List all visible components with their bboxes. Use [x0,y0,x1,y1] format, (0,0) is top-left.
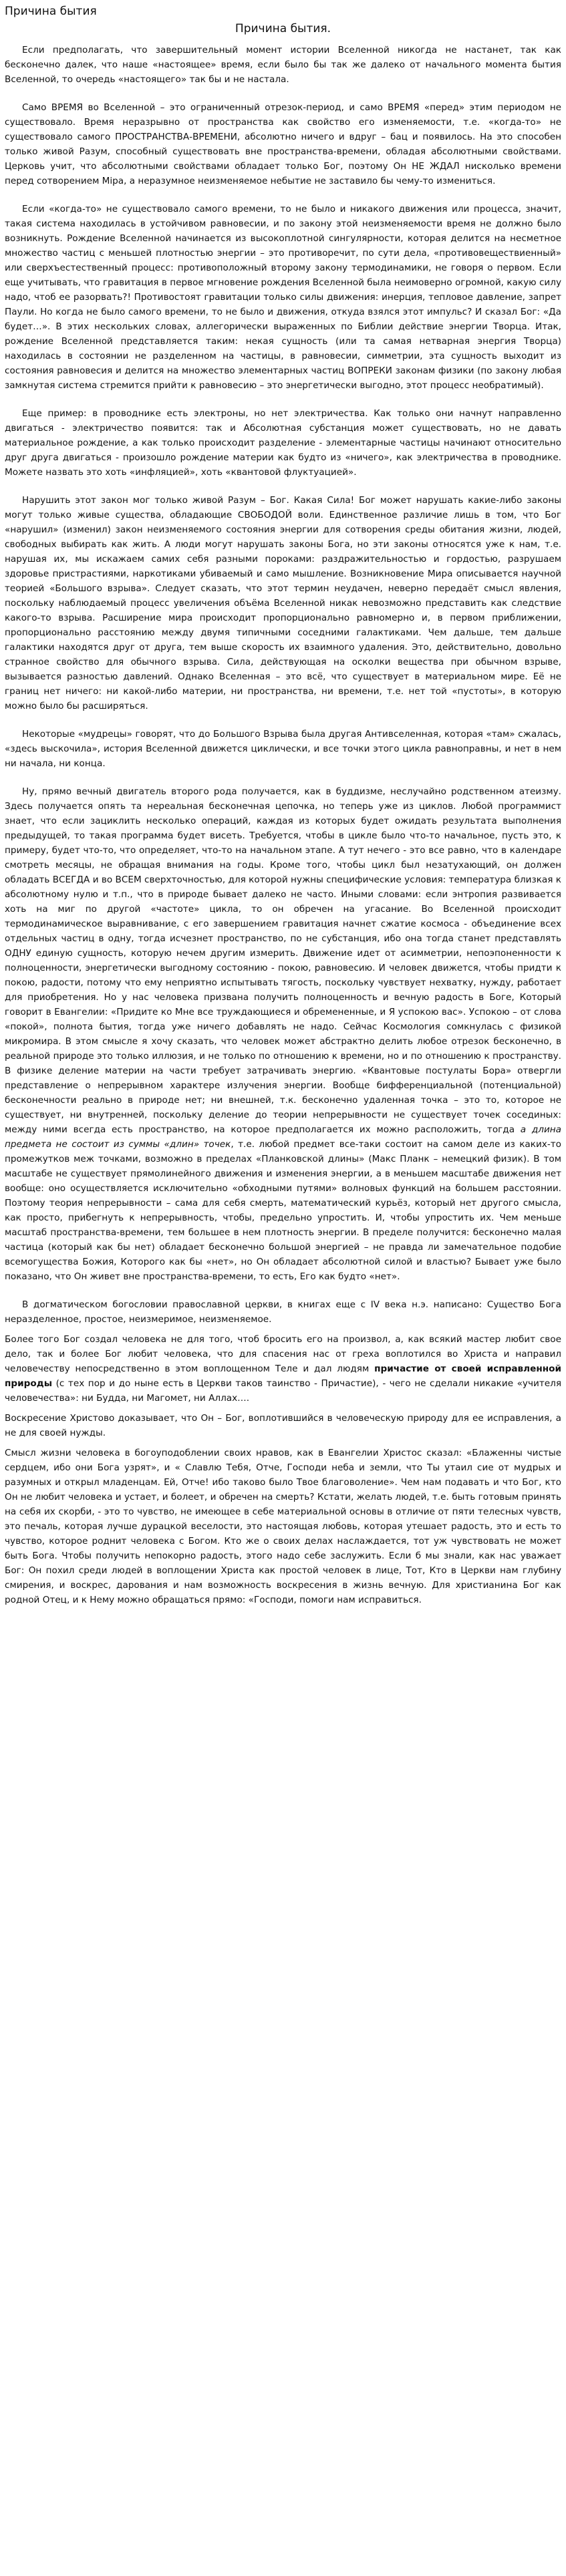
paragraph-10: Воскресение Христово доказывает, что Он – Бог, воплотившийся в человеческую природу для ее исправления, а не для своей нужды. [5,1413,561,1438]
paragraph-4: Еще пример: в проводнике есть электроны, но нет электричества. Как только они начнут направленно двигаться - электричество появится: так и Абсолютная субстанция может существовать, но не давать материальное рождение, а как только происходит разделение - элементарные частицы начинают относительно друг друга двигаться - произошло рождение материи как будто из «ничего», как электричества в проводнике. Можете назвать это хоть «инфляцией», хоть «квантовой флуктуацией». [5,408,561,478]
paragraph-7 [5,784,561,1284]
paragraph-7-part-2: , т.е. любой предмет все-таки состоит на самом деле из каких-то промежутков меж точками, возможно в пределах «Планковской длины» (Макс Планк – немецкий физик). В том масштабе не существует прямолинейного движения и изменения энергии, а в меньшем масштабе движения нет вообще: оно осуществляется исключительно «обходными путями» волновых функций на большем расстоянии. Поэтому теория непрерывности – сама для себя смерть, математический курьёз, который нет другого смысла, как просто, прибегнуть к непрерывность, чтобы, предельно упростить. И, чтобы упростить их. Чем меньше масштаб пространства-времени, тем большее в нем плотность энергии. В пределе получится: бесконечно малая частица (который как бы нет) обладает бесконечно большой энергией – не правда ли замечательное подобие всемогущества Божия, Которого как бы «нет», но Он обладает абсолютной силой и властью? Бывает уже было показано, что Он живет вне пространства-времени, то есть, Его как будто «нет». [5,1139,561,1282]
paragraph-5: Нарушить этот закон мог только живой Разум – Бог. Какая Сила! Бог может нарушать какие-либо законы могут только живые существа, обладающие СВОБОДОЙ воли. Единственное различие лишь в том, что Бог «нарушил» (изменил) закон неизменяемого состояния энергии для сотворения среды обитания жизни, людей, свободных выбирать как жить. А люди могут нарушать законы Бога, но эти законы относятся уже к нам, т.е. нарушая их, мы искажаем самих себя разными пороками: раздражительностью и гордостью, разрушаем здоровье пристрастиями, наркотиками убиваемый и само мышление. Возникновение Мира описывается научной теорией «Большого взрыва». Следует сказать, что этот термин неудачен, неверно передаёт смысл явления, поскольку наблюдаемый процесс увеличения объёма Вселенной никак невозможно представить как следствие какого-то взрыва. Расширение мира происходит пропорционально равномерно и, в первом приближении, пропорционально расстоянию между двумя типичными соседними галактиками. Чем дальше, тем дальше галактики находятся друг от друга, тем выше скорость их взаимного удаления. Это, действительно, довольно странное свойство для обычного взрыва. Сила, действующая на осколки вещества при обычном взрыве, вызывается разностью давлений. Однако Вселенная – это всё, что существует в материальном мире. Её не границ нет ничего: ни какой-либо материи, ни пространства, ни времени, т.е. нет той «пустоты», в которую можно было бы расширяться. [5,495,561,711]
paragraph-1: Если предполагать, что завершительный момент истории Вселенной никогда не настанет, так как бесконечно далек, что наше «настоящее» время, если было бы так же далеко от начального момента бытия Вселенной, то очередь «настоящего» так бы и не настала. [5,45,561,85]
paragraph-2: Само ВРЕМЯ во Вселенной – это ограниченный отрезок-период, и само ВРЕМЯ «перед» этим периодом не существовало. Время неразрывно от пространства как свойство его изменяемости, т.е. «когда-то» не существовало самого ПРОСТРАНСТВА-ВРЕМЕНИ, абсолютно ничего и вдруг – бац и появилось. На это способен только живой Разум, способный существовать вне пространства-времени, обладая абсолютными свойствами. Церковь учит, что абсолютными свойствами обладает только Бог, поэтому Он НЕ ЖДАЛ нисколько времени перед сотворением Міра, а неразумное неизменяемое небытие не заставило бы чему-то измениться. [5,102,561,186]
article-title: Причина бытия. [235,22,331,35]
document-header: Причина бытия [5,5,97,18]
paragraph-7-part-1: Ну, прямо вечный двигатель второго рода получается, как в буддизме, неслучайно родственном атеизму. Здесь получается опять та нереальная бесконечная цепочка, но теперь уже из циклов. Любой программист знает, что если зациклить несколько операций, каждая из которых будет ожидать результата выполнения предыдущей, то такая программа будет висеть. Требуется, чтобы в цикле было что-то начальное, пусть это, к примеру, будет что-то, что определяет, что-то на начальном этапе. А тут нечего - это все равно, что в календаре смотреть месяцы, не обращая внимания на годы. Кроме того, чтобы цикл был незатухающий, он должен обладать ВСЕГДА и во ВСЕМ сверхточностью, для которой нужны специфические условия: температура близкая к абсолютному нулю и т.п., что в природе бывает далеко не часто. Иными словами: если энтропия развивается хоть на миг по другой «частоте» цикла, то он обречен на угасание. Во Вселенной происходит термодинамическое выравнивание, с его завершением гравитация начнет сжатие космоса - объединение всех отдельных частиц в одну, тогда исчезнет пространство, по не субстанция, ибо она тогда станет представлять ОДНУ единую сущность, которую нечем другим измерить. Движение идет от асимметрии, непоэпоненности к полноценности, энергетически выгодному состоянию - покою, равновесию. И человек движется, чтобы придти к покою, радости, потому что ему неприятно испытывать тягость, поскольку чувствует нехватку, нужду, работает для приобретения. Но у нас человека призвана получить полноценность и вечную радость в Боге, Который говорит в Евангелии: «Придите ко Мне все труждающиеся и обремененные, и Я успокою вас». Успокою – от слова «покой», полнота бытия, тогда уже ничего добавлять не надо. Сейчас Космология сомкнулась с физикой микромира. В этом смысле я хочу сказать, что человек может абстрактно делить любое отрезок бесконечно, в реальной природе это только иллюзия, и не только по отношению к времени, но и по отношению к пространству. В физике деление материи на части требует затрачивать энергию. «Квантовые постулаты Бора» отвергли представление о непрерывном характере излучения энергии. Вообще бифференциальной (потенциальной) бесконечности реально в природе нет; ни внешней, т.к. бесконечно удаленная точка – это то, которое не существует, ни внутренней, поскольку деление до теории непрерывности не существует точек сосединых: между ними всегда есть пространство, на которое предполагается их можно расположить, тогда [5,786,561,1135]
paragraph-6: Некоторые «мудрецы» говорят, что до Большого Взрыва была другая Антивселенная, которая «там» сжалась, «здесь выскочила», история Вселенной движется циклически, и все точки этого цикла равноправны, и нет в нем ни начала, ни конца. [5,729,561,769]
paragraph-9-part-2: (с тех пор и до ныне есть в Церкви таков таинство - Причастие), - чего не сделали никакие «учителя человечества»: ни Будда, ни Магомет, ни Аллах…. [5,1378,561,1404]
paragraph-11: Смысл жизни человека в богоуподоблении своих нравов, как в Евангелии Христос сказал: «Блаженны чистые сердцем, ибо они Бога узрят», и « Славлю Тебя, Отче, Господи неба и земли, что Ты утаил сие от мудрых и разумных и открыл младенцам. Ей, Отче! ибо таково было Твое благоволение». Чем нам подавать и что Бог, кто Он не любит человека и устает, и болеет, и обречен на смерть? Кстати, желать людей, т.е. быть готовым принять на себя их скорби, - это то чувство, не имеющее в себе материальной основы в отличие от пяти телесных чувств, это печаль, которая лучше дурацкой веселости, это настоящая любовь, которая утешает радость, это и есть то чувство, которое роднит человека с Богом. Кто же о своих делах наслаждается, тот уж чувствовать не может быть Бога. Чтобы получить непокорно радость, этого надо себе заслужить. Если б мы знали, как нас уважает Бог: Он похил среди людей в воплощении Христа как простой человек в лице, Тот, Кто в Церкви нам глубину смирения, и воскрес, дарования и нам возможность воскресения в жизнь вечную. Для христианина Бог как родной Отец, и к Нему можно обращаться прямо: «Господи, помоги нам исправиться. [5,1448,561,1605]
paragraph-9-bold: причастие от своей исправленной природы [5,1363,561,1389]
paragraph-8: В догматическом богословии православной церкви, в книгах еще с IV века н.э. написано: Существо Бога неразделенное, простое, неизмеримое, неизменяемое. [5,1299,561,1325]
paragraph-3: Если «когда-то» не существовало самого времени, то не было и никакого движения или процесса, значит, такая система находилась в устойчивом равновесии, и по закону этой неизменяемости время не должно было возникнуть. Рождение Вселенной начинается из высокоплотной сингулярности, которая делится на несметное множество частиц с меньшей плотностью энергии – это противоречит, по сути дела, «противовеществиенный» или сверхъестественный процесс: противоположный второму закону термодинамики, не говоря о первом. Если еще учитывать, что гравитация в первое мгновение рождения Вселенной была неимоверно огромной, какую силу надо, чтоб ее разорвать?! Противостоят гравитации только силы движения: инерция, тепловое давление, запрет Паули. Но когда не было самого времени, то не было и движения, откуда взялся этот импульс? И сказал Бог: «Да будет…». В этих нескольких словах, аллегорически выраженных по Библии действие энергии Творца. Итак, рождение Вселенной представляется таким: некая сущность (или та самая нетварная энергия Творца) находилась в состоянии не разделенном на частицы, в равновесии, симметрии, эта сущность выходит из состояния равновесия и делится на множество элементарных частиц ВОПРЕКИ законам физики (по закону любая замкнутая система стремится прийти к равновесию – это энергетически выгодно, этот процесс необратимый). [5,204,561,391]
paragraph-9 [5,1332,561,1406]
paragraph-7-italic: а длина предмета не состоит из суммы «длин» точек [5,1124,561,1150]
paragraph-9-part-1: Более того Бог создал человека не для того, чтоб бросить его на произвол, а, как всякий мастер любит свое дело, так и более Бог любит человека, что для спасения нас от греха воплотился во Христа и направил человечеству непосредственно в этом воплощенном Теле и дал людям [5,1334,561,1374]
